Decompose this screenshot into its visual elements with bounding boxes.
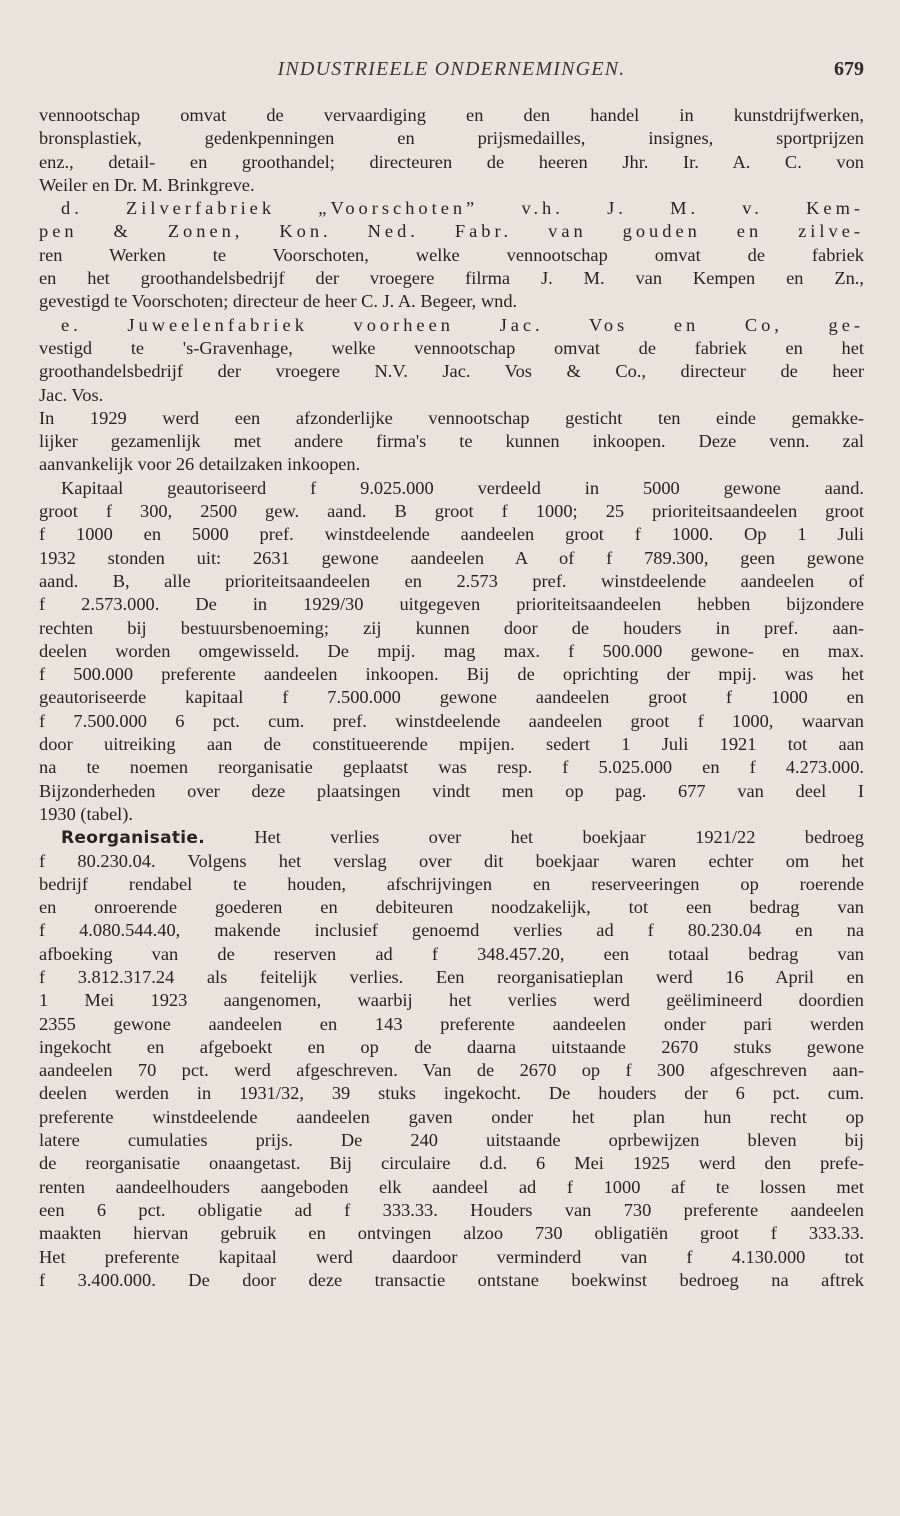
text-line: 1 Mei 1923 aangenomen, waarbij het verlies werd geëlimineerd doordien bbox=[39, 990, 864, 1011]
text-line: aand. B, alle prioriteitsaandeelen en 2.573 pref. winstdeelende aandeelen of bbox=[39, 570, 864, 591]
section-heading: Reorganisatie. bbox=[61, 828, 205, 849]
text-line: de reorganisatie onaangetast. Bij circulaire d.d. 6 Mei 1925 werd den prefe- bbox=[39, 1153, 864, 1174]
text-line: ren Werken te Voorschoten, welke vennootschap omvat de fabriek bbox=[39, 244, 864, 265]
running-title: INDUSTRIEELE ONDERNEMINGEN. bbox=[277, 58, 626, 80]
text-line: bronsplastiek, gedenkpenningen en prijsmedailles, insignes, sportprijzen bbox=[39, 128, 864, 149]
text-line: na te noemen reorganisatie geplaatst was resp. f 5.025.000 en f 4.273.000. bbox=[39, 757, 864, 778]
text-line: e. Juweelenfabriek voorheen Jac. Vos en Co, ge- bbox=[61, 314, 864, 335]
text-line: Bijzonderheden over deze plaatsingen vindt men op pag. 677 van deel I bbox=[39, 780, 864, 801]
text-line: groot f 300, 2500 gew. aand. B groot f 1000; 25 prioriteitsaandeelen groot bbox=[39, 501, 864, 522]
text-line: deelen werden in 1931/32, 39 stuks ingekocht. De houders der 6 pct. cum. bbox=[39, 1083, 864, 1104]
body-text bbox=[39, 104, 864, 1292]
text-line: preferente winstdeelende aandeelen gaven onder het plan hun recht op bbox=[39, 1106, 864, 1127]
text-line: 2355 gewone aandeelen en 143 preferente aandeelen onder pari werden bbox=[39, 1013, 864, 1034]
text-line: Weiler en Dr. M. Brinkgreve. bbox=[39, 174, 255, 195]
text-line: en onroerende goederen en debiteuren noodzakelijk, tot een bedrag van bbox=[39, 897, 864, 918]
text-line: latere cumulaties prijs. De 240 uitstaande oprbewijzen bleven bij bbox=[39, 1130, 864, 1151]
section-text: Het verlies over het boekjaar 1921/22 bedroeg bbox=[205, 827, 864, 848]
text-line: gevestigd te Voorschoten; directeur de heer C. J. A. Begeer, wnd. bbox=[39, 291, 518, 312]
text-line: een 6 pct. obligatie ad f 333.33. Houders van 730 preferente aandeelen bbox=[39, 1199, 864, 1220]
text-line: vestigd te 's-Gravenhage, welke vennootschap omvat de fabriek en het bbox=[39, 337, 864, 358]
page-header bbox=[39, 58, 864, 88]
text-line: ingekocht en afgeboekt en op de daarna uitstaande 2670 stuks gewone bbox=[39, 1036, 864, 1057]
text-line: Kapitaal geautoriseerd f 9.025.000 verdeeld in 5000 gewone aand. bbox=[61, 477, 864, 498]
text-line: f 1000 en 5000 pref. winstdeelende aandeelen groot f 1000. Op 1 Juli bbox=[39, 524, 864, 545]
text-line: f 7.500.000 6 pct. cum. pref. winstdeelende aandeelen groot f 1000, waarvan bbox=[39, 710, 864, 731]
text-line: f 80.230.04. Volgens het verslag over dit boekjaar waren echter om het bbox=[39, 850, 864, 871]
text-line: f 4.080.544.40, makende inclusief genoemd verlies ad f 80.230.04 en na bbox=[39, 920, 864, 941]
text-line: pen & Zonen, Kon. Ned. Fabr. van gouden en zilve- bbox=[39, 221, 864, 242]
text-line: 1930 (tabel). bbox=[39, 803, 133, 824]
text-line: Het preferente kapitaal werd daardoor verminderd van f 4.130.000 tot bbox=[39, 1246, 864, 1267]
text-line: en het groothandelsbedrijf der vroegere filrma J. M. van Kempen en Zn., bbox=[39, 268, 864, 289]
text-line: vennootschap omvat de vervaardiging en den handel in kunstdrijfwerken, bbox=[39, 105, 864, 125]
text-line: rechten bij bestuursbenoeming; zij kunnen door de houders in pref. aan- bbox=[39, 617, 864, 638]
text-line: aanvankelijk voor 26 detailzaken inkoopen. bbox=[39, 454, 361, 475]
text-line: f 2.573.000. De in 1929/30 uitgegeven prioriteitsaandeelen hebben bijzondere bbox=[39, 594, 864, 615]
text-line: groothandelsbedrijf der vroegere N.V. Jac. Vos & Co., directeur de heer bbox=[39, 361, 864, 382]
text-line: afboeking van de reserven ad f 348.457.20, een totaal bedrag van bbox=[39, 943, 864, 964]
text-line: door uitreiking aan de constitueerende mpijen. sedert 1 Juli 1921 tot aan bbox=[39, 734, 864, 755]
text-line: aandeelen 70 pct. werd afgeschreven. Van de 2670 op f 300 afgeschreven aan- bbox=[39, 1060, 864, 1081]
text-line: renten aandeelhouders aangeboden elk aandeel ad f 1000 af te lossen met bbox=[39, 1176, 864, 1197]
page-number: 679 bbox=[834, 58, 864, 80]
text-line: f 500.000 preferente aandeelen inkoopen. Bij de oprichting der mpij. was het bbox=[39, 664, 864, 685]
text-line: bedrijf rendabel te houden, afschrijvingen en reserveeringen op roerende bbox=[39, 873, 864, 894]
text-line: lijker gezamenlijk met andere firma's te kunnen inkoopen. Deze venn. zal bbox=[39, 431, 864, 452]
text-line: d. Zilverfabriek „Voorschoten” v.h. J. M. v. Kem- bbox=[61, 198, 864, 219]
text-line: f 3.812.317.24 als feitelijk verlies. Een reorganisatieplan werd 16 April en bbox=[39, 966, 864, 987]
text-line: maakten hiervan gebruik en ontvingen alzoo 730 obligatiën groot f 333.33. bbox=[39, 1223, 864, 1244]
text-line: In 1929 werd een afzonderlijke vennootschap gesticht ten einde gemakke- bbox=[39, 407, 864, 428]
text-line: f 3.400.000. De door deze transactie ontstane boekwinst bedroeg na aftrek bbox=[39, 1269, 864, 1290]
text-line: geautoriseerde kapitaal f 7.500.000 gewone aandeelen groot f 1000 en bbox=[39, 687, 864, 708]
text-line: 1932 stonden uit: 2631 gewone aandeelen A of f 789.300, geen gewone bbox=[39, 547, 864, 568]
text-line: enz., detail- en groothandel; directeuren de heeren Jhr. Ir. A. C. von bbox=[39, 151, 864, 172]
text-line: Jac. Vos. bbox=[39, 384, 104, 405]
text-line: deelen worden omgewisseld. De mpij. mag max. f 500.000 gewone- en max. bbox=[39, 640, 864, 661]
text-line bbox=[39, 826, 864, 849]
